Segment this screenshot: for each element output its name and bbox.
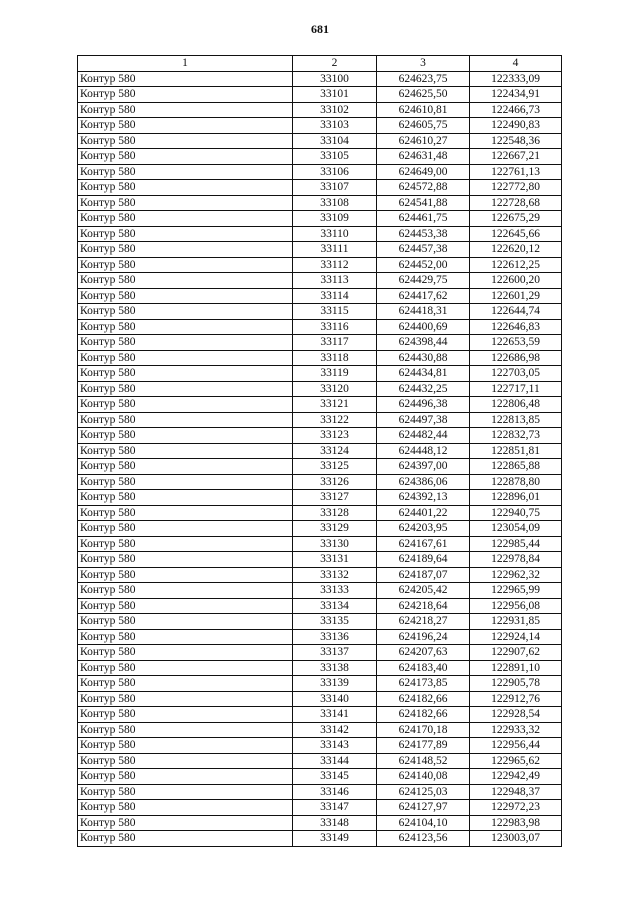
table-row	[78, 676, 562, 692]
table-row	[78, 180, 562, 196]
x-coordinate-cell: 624482,44	[377, 428, 470, 444]
column-header-1: 1	[78, 56, 293, 72]
table-header-row	[78, 56, 562, 72]
table-row	[78, 614, 562, 630]
page-number: 681	[311, 22, 329, 36]
y-coordinate-cell: 122466,73	[470, 102, 562, 118]
contour-name-cell: Контур 580	[78, 753, 293, 769]
table-row	[78, 474, 562, 490]
x-coordinate-cell: 624167,61	[377, 536, 470, 552]
x-coordinate-cell: 624182,66	[377, 707, 470, 723]
point-number-cell: 33106	[293, 164, 377, 180]
contour-name-cell: Контур 580	[78, 226, 293, 242]
x-coordinate-cell: 624392,13	[377, 490, 470, 506]
table-row	[78, 459, 562, 475]
y-coordinate-cell: 122761,13	[470, 164, 562, 180]
x-coordinate-cell: 624187,07	[377, 567, 470, 583]
contour-name-cell: Контур 580	[78, 428, 293, 444]
contour-name-cell: Контур 580	[78, 645, 293, 661]
contour-name-cell: Контур 580	[78, 831, 293, 847]
x-coordinate-cell: 624418,31	[377, 304, 470, 320]
contour-name-cell: Контур 580	[78, 800, 293, 816]
point-number-cell: 33115	[293, 304, 377, 320]
x-coordinate-cell: 624148,52	[377, 753, 470, 769]
y-coordinate-cell: 122645,66	[470, 226, 562, 242]
table-row	[78, 831, 562, 847]
x-coordinate-cell: 624452,00	[377, 257, 470, 273]
x-coordinate-cell: 624189,64	[377, 552, 470, 568]
table-row	[78, 490, 562, 506]
x-coordinate-cell: 624182,66	[377, 691, 470, 707]
x-coordinate-cell: 624127,97	[377, 800, 470, 816]
table-row	[78, 288, 562, 304]
table-row	[78, 226, 562, 242]
table-row	[78, 645, 562, 661]
contour-name-cell: Контур 580	[78, 815, 293, 831]
contour-name-cell: Контур 580	[78, 102, 293, 118]
y-coordinate-cell: 122851,81	[470, 443, 562, 459]
y-coordinate-cell: 122907,62	[470, 645, 562, 661]
y-coordinate-cell: 122832,73	[470, 428, 562, 444]
table-row	[78, 722, 562, 738]
x-coordinate-cell: 624610,81	[377, 102, 470, 118]
table-row	[78, 753, 562, 769]
x-coordinate-cell: 624398,44	[377, 335, 470, 351]
point-number-cell: 33146	[293, 784, 377, 800]
point-number-cell: 33113	[293, 273, 377, 289]
table-row	[78, 397, 562, 413]
contour-name-cell: Контур 580	[78, 552, 293, 568]
y-coordinate-cell: 122703,05	[470, 366, 562, 382]
table-row	[78, 149, 562, 165]
point-number-cell: 33108	[293, 195, 377, 211]
contour-name-cell: Контур 580	[78, 412, 293, 428]
point-number-cell: 33131	[293, 552, 377, 568]
contour-name-cell: Контур 580	[78, 738, 293, 754]
column-header-2: 2	[293, 56, 377, 72]
point-number-cell: 33139	[293, 676, 377, 692]
x-coordinate-cell: 624207,63	[377, 645, 470, 661]
contour-name-cell: Контур 580	[78, 149, 293, 165]
point-number-cell: 33149	[293, 831, 377, 847]
y-coordinate-cell: 122612,25	[470, 257, 562, 273]
point-number-cell: 33102	[293, 102, 377, 118]
y-coordinate-cell: 122772,80	[470, 180, 562, 196]
point-number-cell: 33126	[293, 474, 377, 490]
y-coordinate-cell: 122717,11	[470, 381, 562, 397]
table-row	[78, 211, 562, 227]
contour-name-cell: Контур 580	[78, 335, 293, 351]
x-coordinate-cell: 624203,95	[377, 521, 470, 537]
y-coordinate-cell: 122548,36	[470, 133, 562, 149]
x-coordinate-cell: 624432,25	[377, 381, 470, 397]
y-coordinate-cell: 122962,32	[470, 567, 562, 583]
contour-name-cell: Контур 580	[78, 366, 293, 382]
point-number-cell: 33121	[293, 397, 377, 413]
point-number-cell: 33127	[293, 490, 377, 506]
contour-name-cell: Контур 580	[78, 614, 293, 630]
table-row	[78, 784, 562, 800]
x-coordinate-cell: 624605,75	[377, 118, 470, 134]
table-row	[78, 87, 562, 103]
contour-name-cell: Контур 580	[78, 133, 293, 149]
table-row	[78, 164, 562, 180]
x-coordinate-cell: 624397,00	[377, 459, 470, 475]
x-coordinate-cell: 624170,18	[377, 722, 470, 738]
x-coordinate-cell: 624434,81	[377, 366, 470, 382]
table-row	[78, 195, 562, 211]
table-row	[78, 598, 562, 614]
y-coordinate-cell: 122490,83	[470, 118, 562, 134]
contour-name-cell: Контур 580	[78, 691, 293, 707]
x-coordinate-cell: 624123,56	[377, 831, 470, 847]
point-number-cell: 33119	[293, 366, 377, 382]
contour-name-cell: Контур 580	[78, 87, 293, 103]
contour-name-cell: Контур 580	[78, 583, 293, 599]
y-coordinate-cell: 122896,01	[470, 490, 562, 506]
y-coordinate-cell: 122933,32	[470, 722, 562, 738]
contour-name-cell: Контур 580	[78, 118, 293, 134]
x-coordinate-cell: 624177,89	[377, 738, 470, 754]
x-coordinate-cell: 624173,85	[377, 676, 470, 692]
contour-name-cell: Контур 580	[78, 211, 293, 227]
contour-name-cell: Контур 580	[78, 288, 293, 304]
table-row	[78, 815, 562, 831]
x-coordinate-cell: 624461,75	[377, 211, 470, 227]
contour-name-cell: Контур 580	[78, 536, 293, 552]
point-number-cell: 33128	[293, 505, 377, 521]
contour-name-cell: Контур 580	[78, 242, 293, 258]
column-header-3: 3	[377, 56, 470, 72]
x-coordinate-cell: 624496,38	[377, 397, 470, 413]
point-number-cell: 33120	[293, 381, 377, 397]
y-coordinate-cell: 122620,12	[470, 242, 562, 258]
y-coordinate-cell: 122667,21	[470, 149, 562, 165]
x-coordinate-cell: 624631,48	[377, 149, 470, 165]
y-coordinate-cell: 122912,76	[470, 691, 562, 707]
table-row	[78, 118, 562, 134]
y-coordinate-cell: 122813,85	[470, 412, 562, 428]
column-header-4: 4	[470, 56, 562, 72]
y-coordinate-cell: 122434,91	[470, 87, 562, 103]
point-number-cell: 33125	[293, 459, 377, 475]
contour-name-cell: Контур 580	[78, 521, 293, 537]
y-coordinate-cell: 123054,09	[470, 521, 562, 537]
point-number-cell: 33144	[293, 753, 377, 769]
contour-name-cell: Контур 580	[78, 722, 293, 738]
contour-name-cell: Контур 580	[78, 598, 293, 614]
point-number-cell: 33124	[293, 443, 377, 459]
contour-name-cell: Контур 580	[78, 350, 293, 366]
y-coordinate-cell: 122972,23	[470, 800, 562, 816]
x-coordinate-cell: 624623,75	[377, 71, 470, 87]
x-coordinate-cell: 624196,24	[377, 629, 470, 645]
table-row	[78, 505, 562, 521]
point-number-cell: 33133	[293, 583, 377, 599]
y-coordinate-cell: 122942,49	[470, 769, 562, 785]
point-number-cell: 33123	[293, 428, 377, 444]
y-coordinate-cell: 122956,44	[470, 738, 562, 754]
contour-name-cell: Контур 580	[78, 474, 293, 490]
table-row	[78, 800, 562, 816]
x-coordinate-cell: 624448,12	[377, 443, 470, 459]
contour-name-cell: Контур 580	[78, 180, 293, 196]
x-coordinate-cell: 624183,40	[377, 660, 470, 676]
table-row	[78, 71, 562, 87]
point-number-cell: 33122	[293, 412, 377, 428]
point-number-cell: 33109	[293, 211, 377, 227]
x-coordinate-cell: 624400,69	[377, 319, 470, 335]
table-row	[78, 660, 562, 676]
contour-name-cell: Контур 580	[78, 769, 293, 785]
y-coordinate-cell: 122865,88	[470, 459, 562, 475]
x-coordinate-cell: 624625,50	[377, 87, 470, 103]
y-coordinate-cell: 122965,99	[470, 583, 562, 599]
contour-name-cell: Контур 580	[78, 397, 293, 413]
table-row	[78, 242, 562, 258]
contour-name-cell: Контур 580	[78, 381, 293, 397]
x-coordinate-cell: 624218,27	[377, 614, 470, 630]
contour-name-cell: Контур 580	[78, 164, 293, 180]
y-coordinate-cell: 122600,20	[470, 273, 562, 289]
point-number-cell: 33140	[293, 691, 377, 707]
point-number-cell: 33137	[293, 645, 377, 661]
point-number-cell: 33118	[293, 350, 377, 366]
contour-name-cell: Контур 580	[78, 707, 293, 723]
point-number-cell: 33107	[293, 180, 377, 196]
table-row	[78, 583, 562, 599]
y-coordinate-cell: 122646,83	[470, 319, 562, 335]
contour-name-cell: Контур 580	[78, 319, 293, 335]
table-row	[78, 319, 562, 335]
table-row	[78, 335, 562, 351]
point-number-cell: 33130	[293, 536, 377, 552]
y-coordinate-cell: 122948,37	[470, 784, 562, 800]
table-row	[78, 257, 562, 273]
point-number-cell: 33132	[293, 567, 377, 583]
point-number-cell: 33136	[293, 629, 377, 645]
contour-name-cell: Контур 580	[78, 567, 293, 583]
point-number-cell: 33100	[293, 71, 377, 87]
x-coordinate-cell: 624218,64	[377, 598, 470, 614]
contour-name-cell: Контур 580	[78, 459, 293, 475]
y-coordinate-cell: 122806,48	[470, 397, 562, 413]
table-row	[78, 133, 562, 149]
x-coordinate-cell: 624649,00	[377, 164, 470, 180]
point-number-cell: 33142	[293, 722, 377, 738]
contour-name-cell: Контур 580	[78, 273, 293, 289]
x-coordinate-cell: 624572,88	[377, 180, 470, 196]
y-coordinate-cell: 122924,14	[470, 629, 562, 645]
point-number-cell: 33110	[293, 226, 377, 242]
contour-name-cell: Контур 580	[78, 71, 293, 87]
y-coordinate-cell: 122891,10	[470, 660, 562, 676]
x-coordinate-cell: 624401,22	[377, 505, 470, 521]
x-coordinate-cell: 624205,42	[377, 583, 470, 599]
x-coordinate-cell: 624429,75	[377, 273, 470, 289]
y-coordinate-cell: 122931,85	[470, 614, 562, 630]
x-coordinate-cell: 624541,88	[377, 195, 470, 211]
point-number-cell: 33145	[293, 769, 377, 785]
contour-name-cell: Контур 580	[78, 443, 293, 459]
table-row	[78, 304, 562, 320]
contour-name-cell: Контур 580	[78, 257, 293, 273]
table-row	[78, 102, 562, 118]
y-coordinate-cell: 122686,98	[470, 350, 562, 366]
y-coordinate-cell: 122878,80	[470, 474, 562, 490]
contour-name-cell: Контур 580	[78, 304, 293, 320]
table-row	[78, 536, 562, 552]
contour-name-cell: Контур 580	[78, 195, 293, 211]
table-row	[78, 552, 562, 568]
table-row	[78, 350, 562, 366]
y-coordinate-cell: 122983,98	[470, 815, 562, 831]
table-row	[78, 691, 562, 707]
y-coordinate-cell: 122978,84	[470, 552, 562, 568]
contour-name-cell: Контур 580	[78, 784, 293, 800]
y-coordinate-cell: 123003,07	[470, 831, 562, 847]
y-coordinate-cell: 122601,29	[470, 288, 562, 304]
x-coordinate-cell: 624417,62	[377, 288, 470, 304]
point-number-cell: 33112	[293, 257, 377, 273]
y-coordinate-cell: 122728,68	[470, 195, 562, 211]
y-coordinate-cell: 122940,75	[470, 505, 562, 521]
point-number-cell: 33101	[293, 87, 377, 103]
x-coordinate-cell: 624430,88	[377, 350, 470, 366]
y-coordinate-cell: 122965,62	[470, 753, 562, 769]
y-coordinate-cell: 122905,78	[470, 676, 562, 692]
point-number-cell: 33135	[293, 614, 377, 630]
x-coordinate-cell: 624104,10	[377, 815, 470, 831]
table-row	[78, 738, 562, 754]
x-coordinate-cell: 624497,38	[377, 412, 470, 428]
point-number-cell: 33138	[293, 660, 377, 676]
point-number-cell: 33143	[293, 738, 377, 754]
point-number-cell: 33117	[293, 335, 377, 351]
table-row	[78, 366, 562, 382]
point-number-cell: 33129	[293, 521, 377, 537]
x-coordinate-cell: 624140,08	[377, 769, 470, 785]
point-number-cell: 33104	[293, 133, 377, 149]
table-row	[78, 567, 562, 583]
contour-name-cell: Контур 580	[78, 490, 293, 506]
point-number-cell: 33103	[293, 118, 377, 134]
table-row	[78, 443, 562, 459]
table-row	[78, 381, 562, 397]
point-number-cell: 33134	[293, 598, 377, 614]
table-row	[78, 273, 562, 289]
y-coordinate-cell: 122675,29	[470, 211, 562, 227]
x-coordinate-cell: 624125,03	[377, 784, 470, 800]
contour-name-cell: Контур 580	[78, 660, 293, 676]
coordinates-table	[77, 55, 562, 847]
point-number-cell: 33114	[293, 288, 377, 304]
point-number-cell: 33105	[293, 149, 377, 165]
x-coordinate-cell: 624610,27	[377, 133, 470, 149]
x-coordinate-cell: 624453,38	[377, 226, 470, 242]
x-coordinate-cell: 624386,06	[377, 474, 470, 490]
y-coordinate-cell: 122928,54	[470, 707, 562, 723]
y-coordinate-cell: 122333,09	[470, 71, 562, 87]
x-coordinate-cell: 624457,38	[377, 242, 470, 258]
table-row	[78, 521, 562, 537]
table-row	[78, 428, 562, 444]
table-row	[78, 412, 562, 428]
point-number-cell: 33141	[293, 707, 377, 723]
y-coordinate-cell: 122644,74	[470, 304, 562, 320]
point-number-cell: 33148	[293, 815, 377, 831]
point-number-cell: 33111	[293, 242, 377, 258]
y-coordinate-cell: 122956,08	[470, 598, 562, 614]
contour-name-cell: Контур 580	[78, 505, 293, 521]
table-row	[78, 707, 562, 723]
contour-name-cell: Контур 580	[78, 676, 293, 692]
y-coordinate-cell: 122985,44	[470, 536, 562, 552]
table-row	[78, 769, 562, 785]
y-coordinate-cell: 122653,59	[470, 335, 562, 351]
point-number-cell: 33147	[293, 800, 377, 816]
point-number-cell: 33116	[293, 319, 377, 335]
table-body	[78, 71, 562, 846]
contour-name-cell: Контур 580	[78, 629, 293, 645]
table-row	[78, 629, 562, 645]
